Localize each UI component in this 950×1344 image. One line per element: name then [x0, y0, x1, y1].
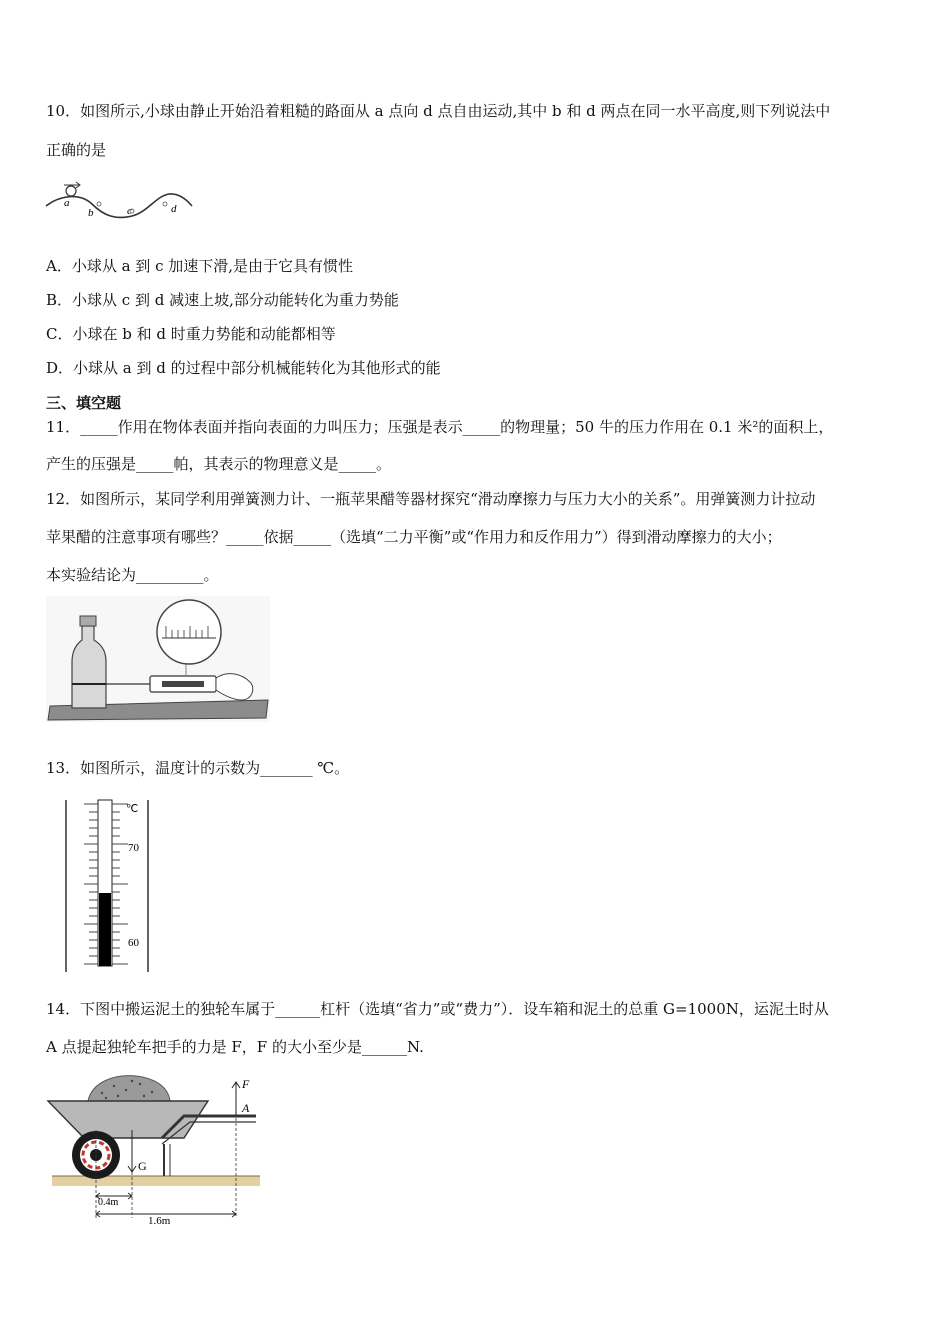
barrow-tray	[48, 1101, 208, 1138]
unit-label: ℃	[126, 803, 139, 815]
q11-text-line1: 11．_____作用在物体表面并指向表面的力叫压力；压强是表示_____的物理量；50 牛的压力作用在 0.1 米²的面积上，	[46, 418, 834, 436]
soil-pile	[88, 1076, 170, 1101]
q12-text-line2: 苹果醋的注意事项有哪些？_____依据_____（选填“二力平衡”或“作用力和反作用力”）得到滑动摩擦力的大小；	[46, 528, 782, 546]
q10-text-line1: 10．如图所示,小球由静止开始沿着粗糙的路面从 a 点向 d 点自由运动,其中 b 和 d 两点在同一水平高度,则下列说法中	[46, 102, 831, 120]
section-title: 三、填空题	[46, 394, 122, 412]
ball	[66, 186, 76, 196]
label-b: b	[88, 207, 94, 219]
label-0.4m: 0.4m	[98, 1197, 119, 1208]
force-arrow	[232, 1082, 240, 1116]
q11-text-line2: 产生的压强是_____帕，其表示的物理意义是_____。	[46, 455, 392, 473]
q14-text-line1: 14．下图中搬运泥土的独轮车属于______杠杆（选填“省力”或“费力”）．设车箱和泥土的总重 G=1000N，运泥土时从	[46, 1000, 829, 1018]
label-a: a	[64, 197, 70, 209]
label-G: G	[138, 1159, 147, 1173]
q14-text-line2: A 点提起独轮车把手的力是 F，F 的大小至少是______N.	[46, 1038, 424, 1056]
ground	[52, 1176, 260, 1186]
q12-text-line1: 12．如图所示，某同学利用弹簧测力计、一瓶苹果醋等器材探究“滑动摩擦力与压力大小的关系”。用弹簧测力计拉动	[46, 490, 816, 508]
label-c: c	[127, 205, 132, 217]
label-F: F	[242, 1077, 250, 1091]
liquid-column	[99, 893, 111, 966]
q10-text-line2: 正确的是	[46, 141, 107, 159]
q10-option-b: B．小球从 c 到 d 减速上坡,部分动能转化为重力势能	[46, 291, 399, 309]
q12-text-line3: 本实验结论为_________。	[46, 566, 219, 584]
q13-text: 13．如图所示，温度计的示数为_______ ℃。	[46, 759, 350, 777]
q13-thermometer-figure	[62, 798, 154, 974]
q10-option-a: A．小球从 a 到 c 加速下滑,是由于它具有惯性	[46, 257, 354, 275]
q12-spring-scale-figure	[46, 596, 270, 722]
label-A: A	[242, 1101, 250, 1115]
motion-arrow	[64, 182, 80, 188]
tick-label-70: 70	[128, 842, 139, 854]
magnifier	[157, 600, 221, 664]
tick-label-60: 60	[128, 937, 139, 949]
label-1.6m: 1.6m	[148, 1215, 171, 1227]
q10-option-c: C．小球在 b 和 d 时重力势能和动能都相等	[46, 325, 336, 343]
q10-track-figure	[44, 178, 194, 226]
label-d: d	[171, 203, 177, 215]
q14-wheelbarrow-figure	[44, 1068, 266, 1228]
q10-option-d: D．小球从 a 到 d 的过程中部分机械能转化为其他形式的能	[46, 359, 441, 377]
